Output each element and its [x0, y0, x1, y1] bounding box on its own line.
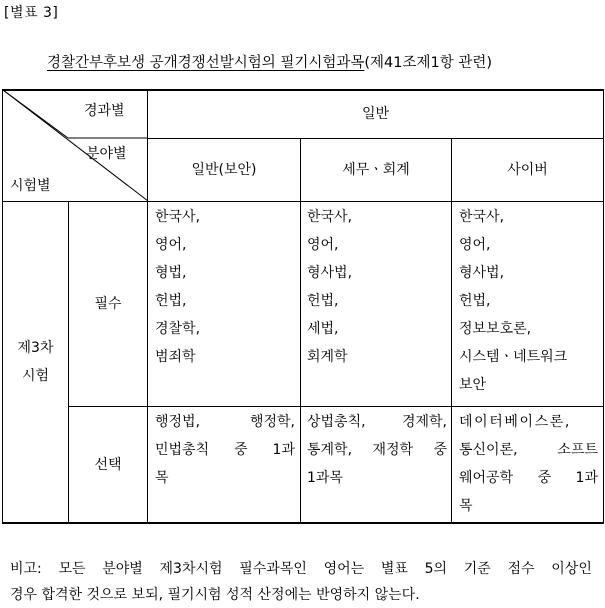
- column-header-tax-accounting: 세무ㆍ회계: [342, 162, 410, 178]
- column-header-cyber: 사이버: [507, 162, 548, 178]
- elective-subjects-cyber: [459, 408, 598, 520]
- header-by-exam-track: 경과별: [84, 103, 125, 119]
- note-line: [10, 582, 592, 608]
- header-by-exam: 시험별: [10, 178, 51, 194]
- elective-line: [459, 408, 598, 436]
- subject-item: 헌법,: [155, 293, 187, 309]
- elective-line: [155, 436, 295, 464]
- note-word: 모든: [58, 561, 86, 577]
- required-subjects-tax: [307, 203, 352, 371]
- note-word: 5의: [424, 561, 448, 577]
- subject-item: 한국사,: [307, 209, 353, 225]
- elective-word: 경제학,: [401, 414, 447, 430]
- elective-word: 목: [459, 498, 473, 514]
- note-text: 경우 합격한 것으로 보되, 필기시험 성적 산정에는 반영하지 않는다.: [10, 587, 420, 603]
- subject-item: 범죄학: [155, 349, 196, 365]
- subject-item: 회계학: [307, 349, 348, 365]
- subject-item: 형법,: [155, 265, 187, 281]
- elective-word: 1과: [575, 470, 598, 486]
- subject-item: 영어,: [307, 237, 339, 253]
- elective-word: 중: [234, 442, 248, 458]
- column-header-general-security: 일반(보안): [191, 162, 257, 178]
- note-word: 영어는: [323, 561, 365, 577]
- elective-line: [155, 408, 295, 436]
- note-word: 필수과목인: [239, 561, 307, 577]
- stage-label: [3, 202, 68, 522]
- elective-word: 중: [433, 442, 447, 458]
- elective-line: [307, 464, 447, 492]
- subject-item: 보안: [459, 377, 487, 393]
- subject-item: 정보보호론,: [459, 321, 532, 337]
- note-word: 기준: [463, 561, 491, 577]
- elective-word: 1과목: [307, 470, 343, 486]
- required-label: 필수: [94, 296, 122, 312]
- subject-item: 한국사,: [459, 209, 505, 225]
- subject-item: 영어,: [155, 237, 187, 253]
- remarks-note: [10, 556, 592, 608]
- header-by-field: 분야별: [86, 146, 127, 162]
- subject-item: 시스템ㆍ네트워크: [459, 349, 568, 365]
- elective-word: 통계학,: [307, 442, 353, 458]
- elective-line: [307, 436, 447, 464]
- note-line: [10, 556, 592, 582]
- attachment-label: [별표 3]: [4, 5, 59, 21]
- note-word: 이상인: [551, 561, 592, 577]
- elective-word: 상법총칙,: [307, 414, 366, 430]
- subject-item: 세법,: [307, 321, 339, 337]
- elective-line: [459, 464, 598, 492]
- elective-word: 1과: [272, 442, 295, 458]
- elective-word: 민법총칙: [155, 442, 210, 458]
- required-subjects-cyber: [459, 203, 567, 399]
- elective-word: 소프트: [557, 442, 598, 458]
- elective-subjects-general: [155, 408, 295, 492]
- elective-line: [459, 492, 598, 520]
- elective-word: 재정학: [372, 442, 414, 458]
- subject-item: 한국사,: [155, 209, 201, 225]
- header-general: 일반: [361, 106, 390, 122]
- elective-word: 데이터베이스론,: [459, 414, 571, 430]
- elective-line: [307, 408, 447, 436]
- note-word: 제3차시험: [159, 561, 223, 577]
- subject-item: 경찰학,: [155, 321, 201, 337]
- subject-item: 영어,: [459, 237, 491, 253]
- note-word: 비고:: [10, 561, 42, 577]
- subject-item: 헌법,: [459, 293, 491, 309]
- elective-subjects-tax: [307, 408, 447, 492]
- elective-line: [459, 436, 598, 464]
- elective-line: [155, 464, 295, 492]
- elective-word: 목: [155, 470, 169, 486]
- note-word: 별표: [380, 561, 408, 577]
- title-main: 경찰간부후보생 공개경쟁선발시험의 필기시험과목: [47, 55, 365, 71]
- elective-word: 통신이론,: [459, 442, 518, 458]
- stage-label-line: 시험: [21, 368, 50, 384]
- stage-label-line: 제3차: [17, 340, 54, 356]
- elective-word: 행정법,: [155, 414, 201, 430]
- subject-item: 형사법,: [307, 265, 353, 281]
- elective-label: 선택: [94, 456, 122, 473]
- note-word: 점수: [507, 561, 535, 577]
- elective-word: 웨어공학: [459, 470, 514, 486]
- elective-word: 중: [537, 470, 552, 486]
- elective-word: 행정학,: [249, 414, 295, 430]
- subject-item: 헌법,: [307, 293, 339, 309]
- subject-item: 형사법,: [459, 265, 505, 281]
- note-word: 분야별: [102, 561, 143, 577]
- required-subjects-general: [155, 203, 200, 371]
- title-suffix: (제41조제1항 관련): [364, 55, 493, 71]
